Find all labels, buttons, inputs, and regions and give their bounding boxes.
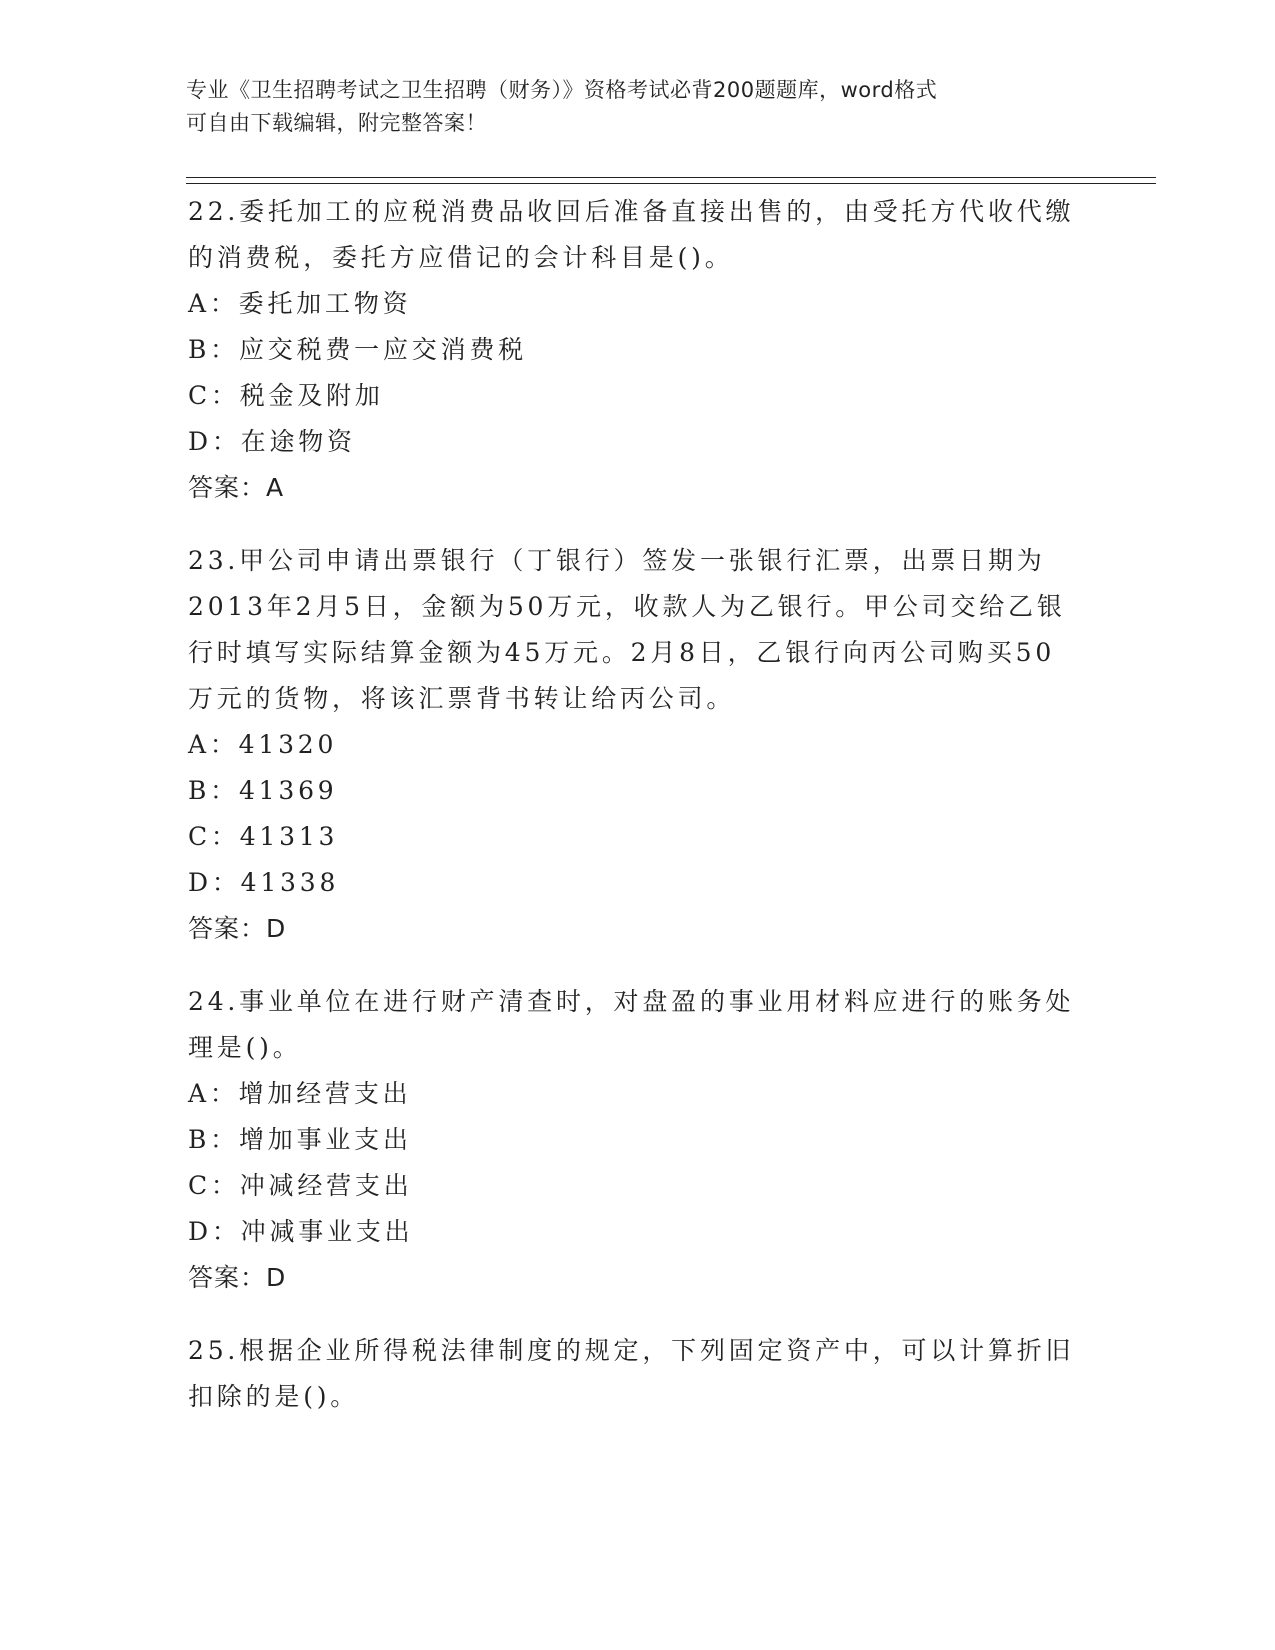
question-text-line: 理是()。 [188,1033,302,1062]
header-line-1: 专业《卫生招聘考试之卫生招聘（财务）》资格考试必背200题题库，word格式 [186,78,938,102]
option-c: C：41313 [188,822,339,851]
question-text-line: 扣除的是()。 [188,1382,360,1411]
question-22 [188,189,1088,511]
option-a: A：41320 [188,730,338,759]
question-text-line: 24.事业单位在进行财产清查时，对盘盈的事业用材料应进行的账务处 [188,987,1075,1016]
option-a: A：增加经营支出 [188,1079,412,1108]
option-c: C：税金及附加 [188,381,384,410]
question-text-line: 25.根据企业所得税法律制度的规定，下列固定资产中，可以计算折旧 [188,1336,1075,1365]
question-list [188,189,1088,1420]
question-24 [188,979,1088,1301]
header-rule-top [186,177,1156,178]
option-a: A：委托加工物资 [188,289,412,318]
answer-line: 答案：A [188,473,285,502]
option-d: D：冲减事业支出 [188,1217,414,1246]
question-text-line: 23.甲公司申请出票银行（丁银行）签发一张银行汇票，出票日期为 [188,546,1046,575]
answer-line: 答案：D [188,914,287,943]
answer-line: 答案：D [188,1263,287,1292]
document-header [186,74,1086,140]
header-line-2: 可自由下载编辑，附完整答案！ [186,111,487,135]
question-25 [188,1328,1088,1420]
question-text-line: 行时填写实际结算金额为45万元。2月8日，乙银行向丙公司购买50 [188,638,1056,667]
header-rule-bottom [186,183,1156,184]
option-b: B：41369 [188,776,338,805]
question-text [188,1328,1088,1420]
question-text-line: 的消费税，委托方应借记的会计科目是()。 [188,243,734,272]
option-d: D：在途物资 [188,427,356,456]
option-b: B：应交税费一应交消费税 [188,335,527,364]
question-text [188,979,1088,1071]
option-b: B：增加事业支出 [188,1125,412,1154]
question-text [188,189,1088,281]
question-text-line: 22.委托加工的应税消费品收回后准备直接出售的，由受托方代收代缴 [188,197,1075,226]
question-text [188,538,1088,722]
option-c: C：冲减经营支出 [188,1171,413,1200]
question-text-line: 万元的货物，将该汇票背书转让给丙公司。 [188,684,736,713]
question-23 [188,538,1088,952]
option-d: D：41338 [188,868,340,897]
question-text-line: 2013年2月5日，金额为50万元，收款人为乙银行。甲公司交给乙银 [188,592,1066,621]
